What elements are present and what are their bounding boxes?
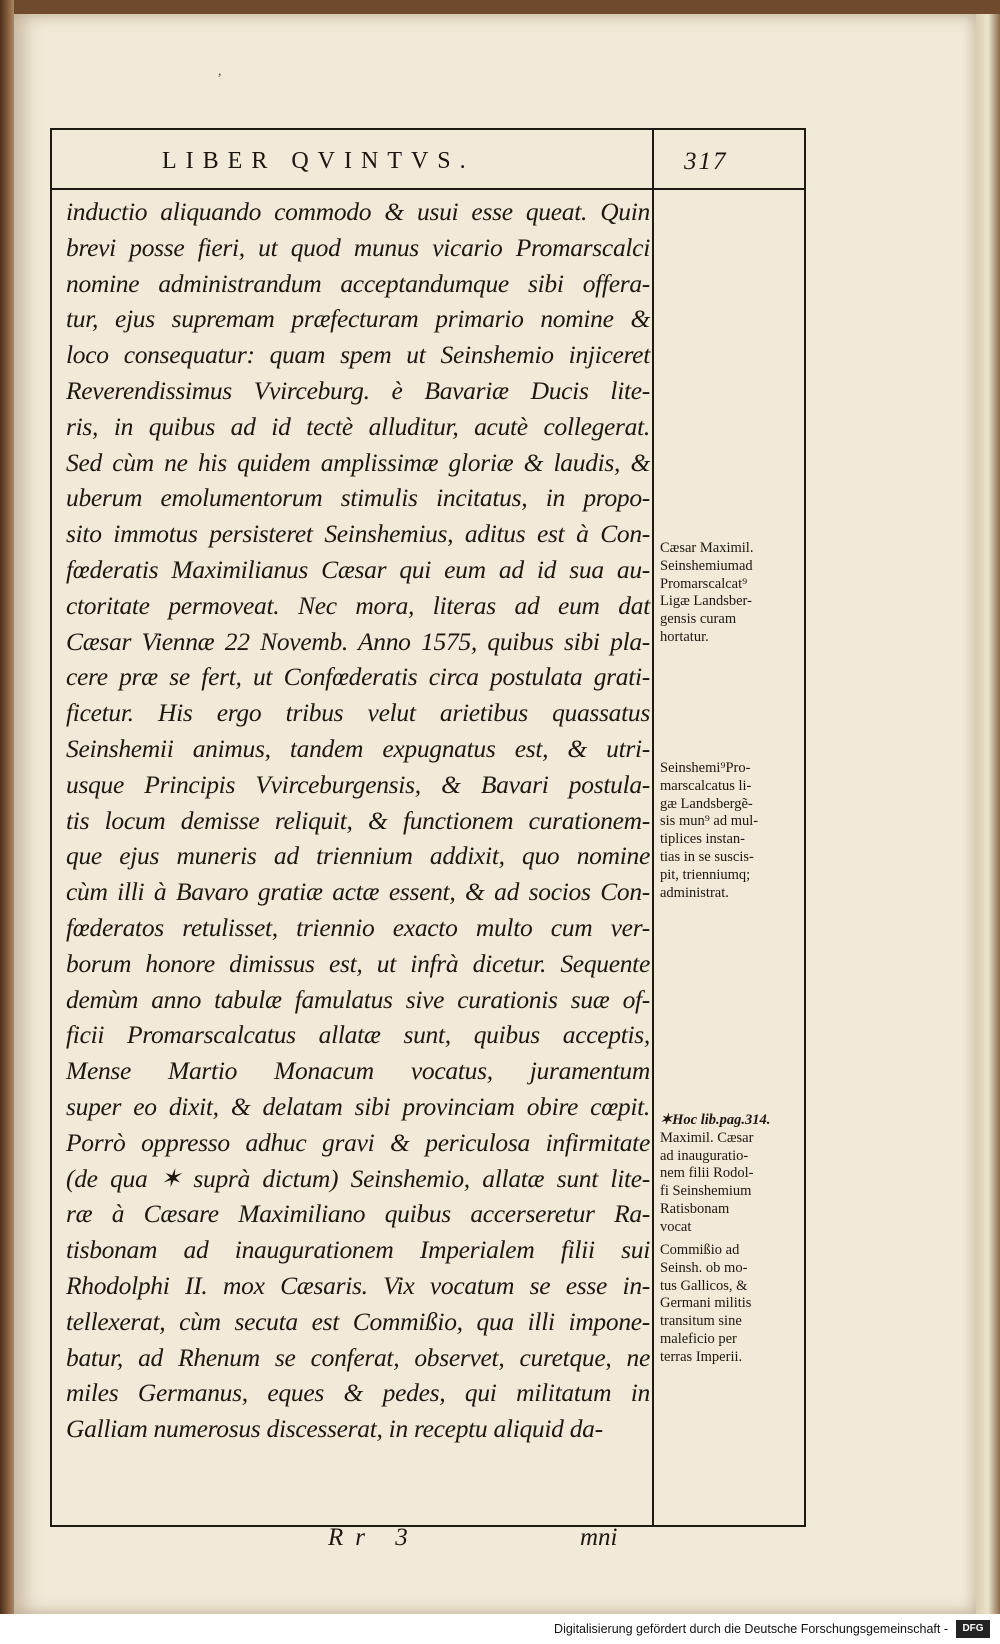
note-line: Promarscalcat⁹: [660, 575, 748, 592]
marginal-note: [660, 1242, 796, 1367]
note-line: hortatur.: [660, 628, 709, 645]
note-line: tiplices instan-: [660, 831, 745, 848]
text-line: brevi posse fieri, ut quod munus vicario Promarscalci: [66, 232, 650, 262]
text-line: cere præ se fert, ut Confœderatis circa postulata grati-: [66, 662, 650, 692]
note-line: maleficio per: [660, 1330, 737, 1347]
text-line: inductio aliquando commodo & usui esse queat. Quin: [66, 197, 650, 226]
text-line: fœderatis Maximilianus Cæsar qui eum ad id sua au-: [66, 554, 650, 584]
header-rule: [52, 188, 804, 190]
text-frame: [50, 128, 806, 1527]
text-line: ficii Promarscalcatus allatæ sunt, quibus acceptis,: [66, 1020, 650, 1050]
marginal-note: [660, 1112, 796, 1237]
note-line: ad inauguratio-: [660, 1147, 749, 1164]
text-line: que ejus muneris ad triennium addixit, quo nomine: [66, 841, 650, 871]
text-line: loco consequatur: quam spem ut Seinshemio injiceret: [66, 340, 650, 370]
text-line: ficetur. His ergo tribus velut arietibus quassatus: [66, 698, 650, 728]
text-line: tellexerat, cùm secuta est Commißio, qua illi impone-: [66, 1306, 650, 1336]
note-line: marscalcatus li-: [660, 777, 752, 794]
cross-reference: ✶Hoc lib.pag.314.: [660, 1112, 771, 1128]
signature-mark: Rr 3: [328, 1524, 420, 1551]
note-line: Seinsh. ob mo-: [660, 1259, 748, 1276]
text-line: ctoritate permoveat. Nec mora, literas ad eum dat: [66, 590, 650, 620]
text-line: ræ à Cæsare Maximiliano quibus accerseretur Ra-: [66, 1199, 650, 1229]
note-line: Cæsar Maximil.: [660, 540, 754, 556]
text-line: tur, ejus supremam præfecturam primario nomine &: [66, 304, 650, 334]
text-line: demùm anno tabulæ famulatus sive curationis suæ of-: [66, 984, 650, 1014]
note-line: tias in se suscis-: [660, 848, 754, 865]
book-page: [14, 14, 976, 1614]
note-line: Ratisbonam: [660, 1200, 730, 1217]
note-line: Germani militis: [660, 1295, 752, 1312]
text-line: uberum emolumentorum stimulis incitatus, in propo-: [66, 483, 650, 513]
note-line: terras Imperii.: [660, 1348, 743, 1365]
text-line: tis locum demisse reliquit, & functionem curationem-: [66, 805, 650, 835]
digitization-notice: Digitalisierung gefördert durch die Deutsche Forschungsgemeinschaft -: [554, 1622, 948, 1636]
main-text-block: [66, 194, 650, 1447]
text-line: Sed cùm ne his quidem amplissimæ gloriæ & laudis, &: [66, 447, 650, 477]
running-head: LIBER QVINTVS.: [162, 148, 475, 174]
text-line: Galliam numerosus discesserat, in receptu aliquid da-: [66, 1414, 603, 1444]
text-line: ris, in quibus ad id tectè alluditur, acutè collegerat.: [66, 411, 650, 441]
digitization-footer: [0, 1614, 1000, 1644]
note-line: pit, trienniumq;: [660, 866, 751, 883]
stray-mark: ,: [218, 64, 222, 79]
text-line: cùm illi à Bavaro gratiæ actæ essent, & ad socios Con-: [66, 877, 650, 907]
margin-rule: [652, 130, 654, 1525]
text-line: borum honore dimissus est, ut infrà dicetur. Sequente: [66, 948, 650, 978]
note-line: transitum sine: [660, 1313, 742, 1330]
note-line: nem filii Rodol-: [660, 1165, 754, 1182]
dfg-logo: DFG: [956, 1620, 990, 1638]
marginal-note: [660, 760, 796, 902]
marginal-note: [660, 540, 796, 647]
text-line: Cæsar Viennæ 22 Novemb. Anno 1575, quibus sibi pla-: [66, 626, 650, 656]
text-line: super eo dixit, & delatam sibi provinciam obire cœpit.: [66, 1091, 650, 1121]
text-line: usque Principis Vvirceburgensis, & Bavari postula-: [66, 769, 650, 799]
note-line: gæ Landsbergẽ-: [660, 795, 753, 812]
note-line: fi Seinshemium: [660, 1183, 752, 1200]
note-line: vocat: [660, 1218, 692, 1235]
text-line: nomine administrandum acceptandumque sibi offera-: [66, 268, 650, 298]
note-line: tus Gallicos, &: [660, 1277, 748, 1294]
text-line: Rhodolphi II. mox Cæsaris. Vix vocatum se esse in-: [66, 1270, 650, 1300]
note-line: Seinshemiumad: [660, 557, 753, 574]
note-line: Commißio ad: [660, 1242, 740, 1258]
page-fore-edge: [976, 14, 1000, 1614]
note-line: administrat.: [660, 884, 729, 901]
text-line: (de qua ✶ suprà dictum) Seinshemio, allatæ sunt lite-: [66, 1163, 650, 1193]
note-line: gensis curam: [660, 611, 737, 628]
book-spine-edge: [0, 0, 14, 1644]
text-line: Reverendissimus Vvirceburg. è Bavariæ Ducis lite-: [66, 375, 650, 405]
note-line: Ligæ Landsber-: [660, 593, 752, 610]
text-line: miles Germanus, eques & pedes, qui militatum in: [66, 1378, 650, 1408]
text-line: tisbonam ad inaugurationem Imperialem filii sui: [66, 1235, 650, 1265]
text-line: batur, ad Rhenum se conferat, observet, curetque, ne: [66, 1342, 650, 1372]
text-line: Porrò oppresso adhuc gravi & periculosa infirmitate: [66, 1127, 650, 1157]
text-line: fœderatos retulisset, triennio exacto multo cum ver-: [66, 912, 650, 942]
note-line: sis mun⁹ ad mul-: [660, 813, 759, 830]
text-line: Seinshemii animus, tandem expugnatus est, & utri-: [66, 733, 650, 763]
text-line: sito immotus persisteret Seinshemius, aditus est à Con-: [66, 519, 650, 549]
note-line: Maximil. Cæsar: [660, 1129, 754, 1146]
catchword: mni: [580, 1524, 618, 1551]
note-line: Seinshemi⁹Pro-: [660, 760, 751, 776]
text-line: Mense Martio Monacum vocatus, juramentum: [66, 1056, 650, 1086]
page-number: 317: [684, 148, 728, 175]
